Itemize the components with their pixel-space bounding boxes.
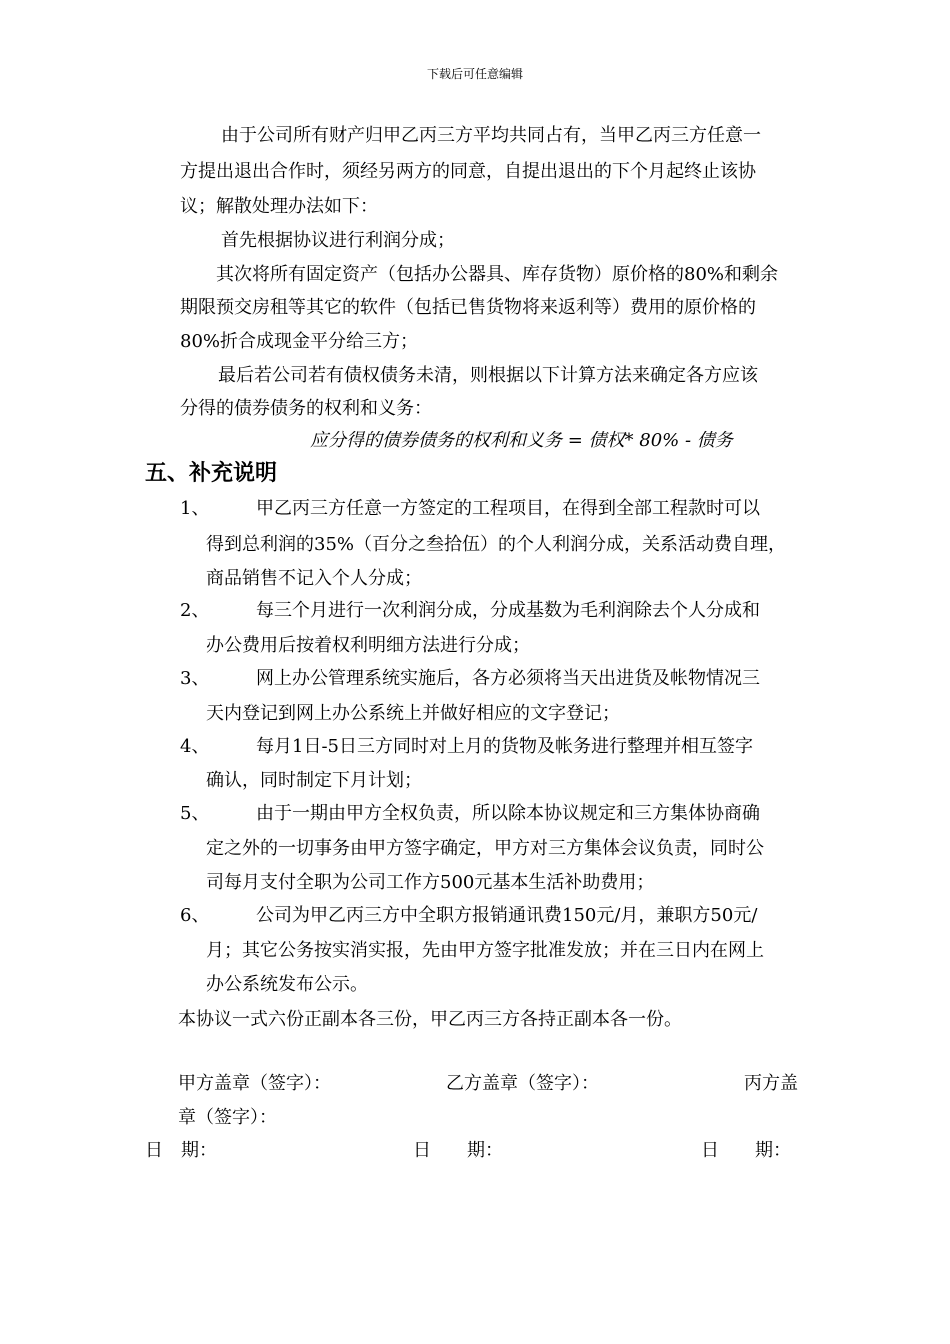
item-line: 公司为甲乙丙三方中全职方报销通讯费150元/月，兼职方50元/ [256,905,758,926]
item-line: 办公费用后按着权利明细方法进行分成； [206,635,530,656]
item-line: 网上办公管理系统实施后，各方必须将当天出进货及帐物情况三 [256,668,760,689]
party-b-signature-label: 乙方盖章（签字）： [446,1073,599,1094]
item-line: 每三个月进行一次利润分成，分成基数为毛利润除去个人分成和 [256,600,760,621]
item-number: 1、 [180,498,210,519]
item-line: 天内登记到网上办公系统上并做好相应的文字登记； [206,703,620,724]
party-b-date-label: 日 期： [413,1140,503,1161]
paragraph-line: 最后若公司若有债权债务未清，则根据以下计算方法来确定各方应该 [218,365,758,386]
item-line: 由于一期由甲方全权负责，所以除本协议规定和三方集体协商确 [256,803,760,824]
item-line: 司每月支付全职为公司工作方500元基本生活补助费用； [206,872,655,893]
party-c-signature-label: 丙方盖 [744,1073,798,1094]
party-a-signature-label: 甲方盖章（签字）： [178,1073,331,1094]
paragraph-line: 分得的债券债务的权利和义务： [180,398,432,419]
paragraph-line: 其次将所有固定资产（包括办公器具、库存货物）原价格的80%和剩余 [216,264,779,285]
item-number: 5、 [180,803,210,824]
item-number: 2、 [180,600,210,621]
party-c-date-label: 日 期： [701,1140,791,1161]
closing-statement: 本协议一式六份正副本各三份，甲乙丙三方各持正副本各一份。 [178,1009,682,1030]
item-line: 办公系统发布公示。 [206,974,368,995]
item-number: 4、 [180,736,210,757]
paragraph-line: 期限预交房租等其它的软件（包括已售货物将来返利等）费用的原价格的 [180,297,756,318]
item-line: 商品销售不记入个人分成； [206,568,422,589]
paragraph-line: 首先根据协议进行利润分成； [221,230,455,251]
section-heading: 五、补充说明 [145,461,278,486]
item-line: 得到总利润的35%（百分之叁拾伍）的个人利润分成，关系活动费自理， [206,534,787,555]
paragraph-line: 由于公司所有财产归甲乙丙三方平均共同占有，当甲乙丙三方任意一 [221,125,761,146]
party-a-date-label: 日 期： [145,1140,217,1161]
paragraph-line: 80%折合成现金平分给三方； [180,331,419,352]
item-number: 3、 [180,668,210,689]
item-line: 确认，同时制定下月计划； [206,770,422,791]
paragraph-line: 议；解散处理办法如下： [180,196,378,217]
debt-formula: 应分得的债券债务的权利和义务 = 债权* 80% - 债务 [310,430,733,451]
item-line: 月；其它公务按实消实报，先由甲方签字批准发放；并在三日内在网上 [206,940,764,961]
page-header: 下载后可任意编辑 [426,67,523,81]
item-line: 定之外的一切事务由甲方签字确定，甲方对三方集体会议负责，同时公 [206,838,764,859]
item-line: 每月1日-5日三方同时对上月的货物及帐务进行整理并相互签字 [256,736,753,757]
party-c-signature-label-cont: 章（签字）： [178,1107,277,1128]
item-line: 甲乙丙三方任意一方签定的工程项目，在得到全部工程款时可以 [256,498,760,519]
item-number: 6、 [180,905,210,926]
paragraph-line: 方提出退出合作时，须经另两方的同意，自提出退出的下个月起终止该协 [180,161,756,182]
